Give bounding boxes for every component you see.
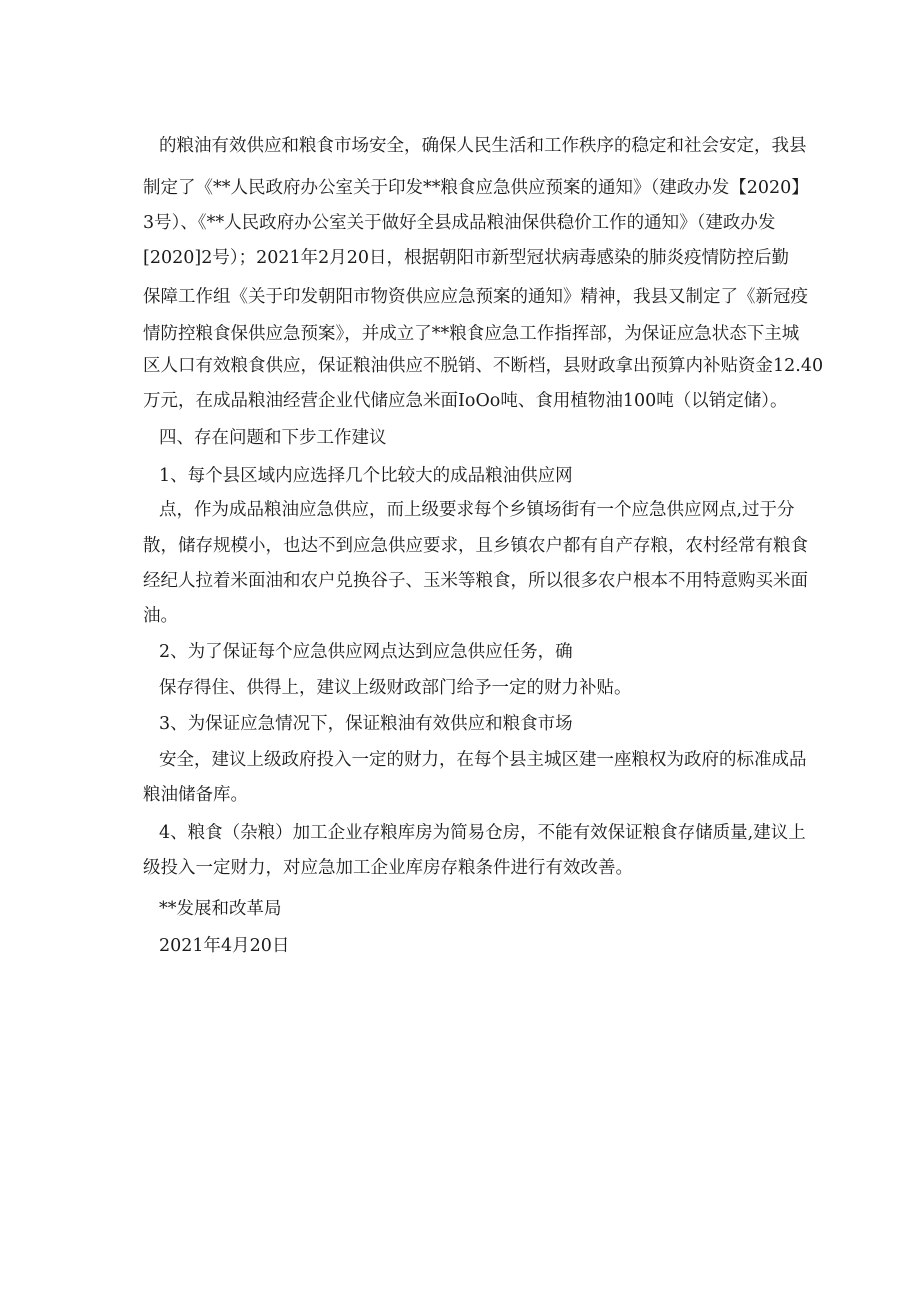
item3-title: 3、为保证应急情况下，保证粮油有效供应和粮食市场 bbox=[159, 714, 573, 734]
intro-line-7: 区人口有效粮食供应，保证粮油供应不脱销、不断档，县财政拿出预算内补贴资金12.40 bbox=[143, 356, 824, 376]
item4-line-2: 级投入一定财力，对应急加工企业库房存粮条件进行有效改善。 bbox=[143, 858, 633, 878]
intro-line-8: 万元，在成品粮油经营企业代储应急米面IoOo吨、食用植物油100吨（以销定储）。 bbox=[143, 391, 788, 411]
item3-line-1: 安全，建议上级政府投入一定的财力，在每个县主城区建一座粮权为政府的标准成品 bbox=[159, 750, 807, 770]
item1-title: 1、每个县区域内应选择几个比较大的成品粮油供应网 bbox=[159, 466, 573, 486]
section-heading: 四、存在问题和下步工作建议 bbox=[159, 428, 387, 448]
item2-line-1: 保存得住、供得上，建议上级财政部门给予一定的财力补贴。 bbox=[159, 678, 632, 698]
item1-line-1: 点，作为成品粮油应急供应，而上级要求每个乡镇场街有一个应急供应网点,过于分 bbox=[159, 500, 795, 520]
intro-line-3: 3号）、《**人民政府办公室关于做好全县成品粮油保供稳价工作的通知》（建政办发 bbox=[143, 213, 776, 233]
signature-org: **发展和改革局 bbox=[159, 899, 282, 919]
item2-title: 2、为了保证每个应急供应网点达到应急供应任务，确 bbox=[159, 642, 573, 662]
item4-line-1: 4、粮食（杂粮）加工企业存粮库房为简易仓房，不能有效保证粮食存储质量,建议上 bbox=[159, 823, 806, 843]
item1-line-2: 散，储存规模小，也达不到应急供应要求，且乡镇农户都有自产存粮，农村经常有粮食 bbox=[143, 536, 808, 556]
item1-line-3: 经纪人拉着米面油和农户兑换谷子、玉米等粮食，所以很多农户根本不用特意购买米面 bbox=[143, 571, 808, 591]
intro-line-5: 保障工作组《关于印发朝阳市物资供应应急预案的通知》精神，我县又制定了《新冠疫 bbox=[143, 287, 808, 307]
item3-line-2: 粮油储备库。 bbox=[143, 785, 248, 805]
signature-date: 2021年4月20日 bbox=[159, 936, 290, 956]
intro-line-2: 制定了《**人民政府办公室关于印发**粮食应急供应预案的通知》（建政办发【2020】 bbox=[143, 178, 809, 198]
intro-line-1: 的粮油有效供应和粮食市场安全，确保人民生活和工作秩序的稳定和社会安定，我县 bbox=[159, 136, 807, 156]
item1-line-4: 油。 bbox=[143, 606, 178, 626]
intro-line-6: 情防控粮食保供应急预案》，并成立了**粮食应急工作指挥部，为保证应急状态下主城 bbox=[143, 324, 800, 344]
intro-line-4: [2020]2号）；2021年2月20日，根据朝阳市新型冠状病毒感染的肺炎疫情防控后勤 bbox=[143, 248, 790, 268]
